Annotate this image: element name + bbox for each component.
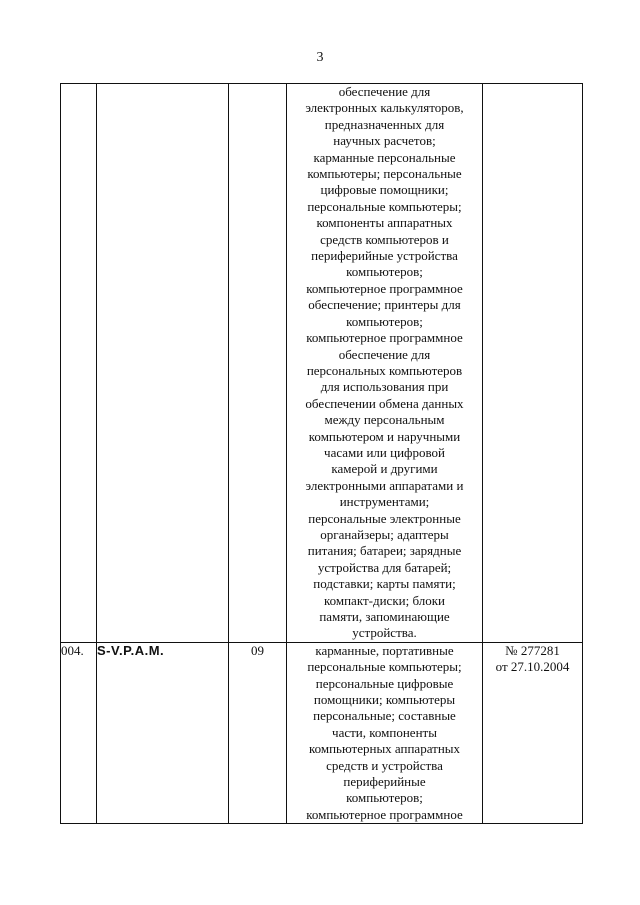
goods-line: компоненты аппаратных: [316, 215, 453, 231]
goods-line: компьютерное программное: [306, 330, 463, 346]
goods-line: карманные, портативные: [315, 642, 454, 658]
row-number-cell: [61, 84, 97, 643]
table-row: [61, 642, 583, 823]
goods-line: обеспечение; принтеры для: [308, 297, 461, 313]
trademark-table: [60, 83, 583, 824]
goods-line: часами или цифровой: [324, 444, 445, 460]
goods-line: электронных калькуляторов,: [305, 100, 464, 116]
page-number: 3: [316, 50, 324, 65]
goods-line: персональные цифровые: [315, 675, 454, 691]
goods-line: цифровые помощники;: [320, 182, 449, 198]
registration-number: № 277281: [505, 642, 560, 658]
goods-line: устройства для батарей;: [317, 559, 452, 575]
goods-line: средств компьютеров и: [320, 231, 449, 247]
goods-line: памяти, запоминающие: [319, 609, 450, 624]
goods-line: компьютером и наручными: [308, 428, 461, 444]
goods-line: органайзеры; адаптеры: [320, 526, 449, 542]
goods-line: предназначенных для: [324, 116, 445, 132]
goods-line: обеспечение для: [338, 84, 431, 99]
goods-line: периферийные: [343, 774, 426, 790]
goods-line: компьютеры; персональные: [307, 166, 462, 182]
goods-line: компьютерное программное: [306, 280, 463, 296]
goods-line: компьютерное программное: [306, 806, 463, 822]
goods-line: питания; батареи; зарядные: [307, 543, 462, 559]
registration-cell: [483, 642, 583, 823]
goods-line: персональные компьютеры;: [307, 198, 462, 214]
goods-line: между персональным: [324, 412, 445, 428]
goods-line: подставки; карты памяти;: [313, 576, 456, 592]
goods-list-cell: [287, 84, 483, 643]
trademark-cell: S-V.P.A.M.: [97, 642, 229, 823]
goods-line: части, компоненты: [332, 724, 437, 740]
trademark-cell: [97, 84, 229, 643]
registration-cell: [483, 84, 583, 643]
goods-line: персональные; составные: [313, 708, 456, 724]
goods-line: для использования при: [320, 379, 449, 395]
goods-line: средств и устройства: [326, 757, 443, 773]
goods-line: компьютерных аппаратных: [308, 741, 461, 757]
goods-line: персональные компьютеры;: [307, 659, 462, 675]
goods-line: персональные электронные: [308, 510, 461, 526]
goods-line: обеспечении обмена данных: [305, 395, 464, 411]
table-row: [61, 84, 583, 643]
goods-line: инструментами;: [339, 494, 430, 510]
goods-line: устройства.: [352, 625, 417, 641]
goods-line: компьютеров;: [346, 264, 423, 280]
goods-line: обеспечение для: [338, 346, 431, 362]
goods-line: камерой и другими: [331, 461, 438, 477]
goods-line: электронными аппаратами и: [305, 477, 464, 493]
goods-line: помощники; компьютеры: [313, 692, 456, 708]
goods-line: компьютеров;: [346, 790, 423, 806]
goods-list-cell: [287, 642, 483, 823]
class-cell: [229, 84, 287, 643]
goods-line: карманные персональные: [313, 149, 456, 165]
goods-line: компьютеров;: [346, 313, 423, 329]
goods-line: научных расчетов;: [333, 133, 436, 149]
row-number-cell: 004.: [61, 642, 97, 823]
goods-line: компакт-диски; блоки: [323, 592, 446, 608]
goods-line: персональных компьютеров: [306, 362, 463, 378]
registration-date: от 27.10.2004: [495, 659, 570, 675]
class-cell: 09: [229, 642, 287, 823]
goods-line: периферийные устройства: [311, 248, 458, 264]
